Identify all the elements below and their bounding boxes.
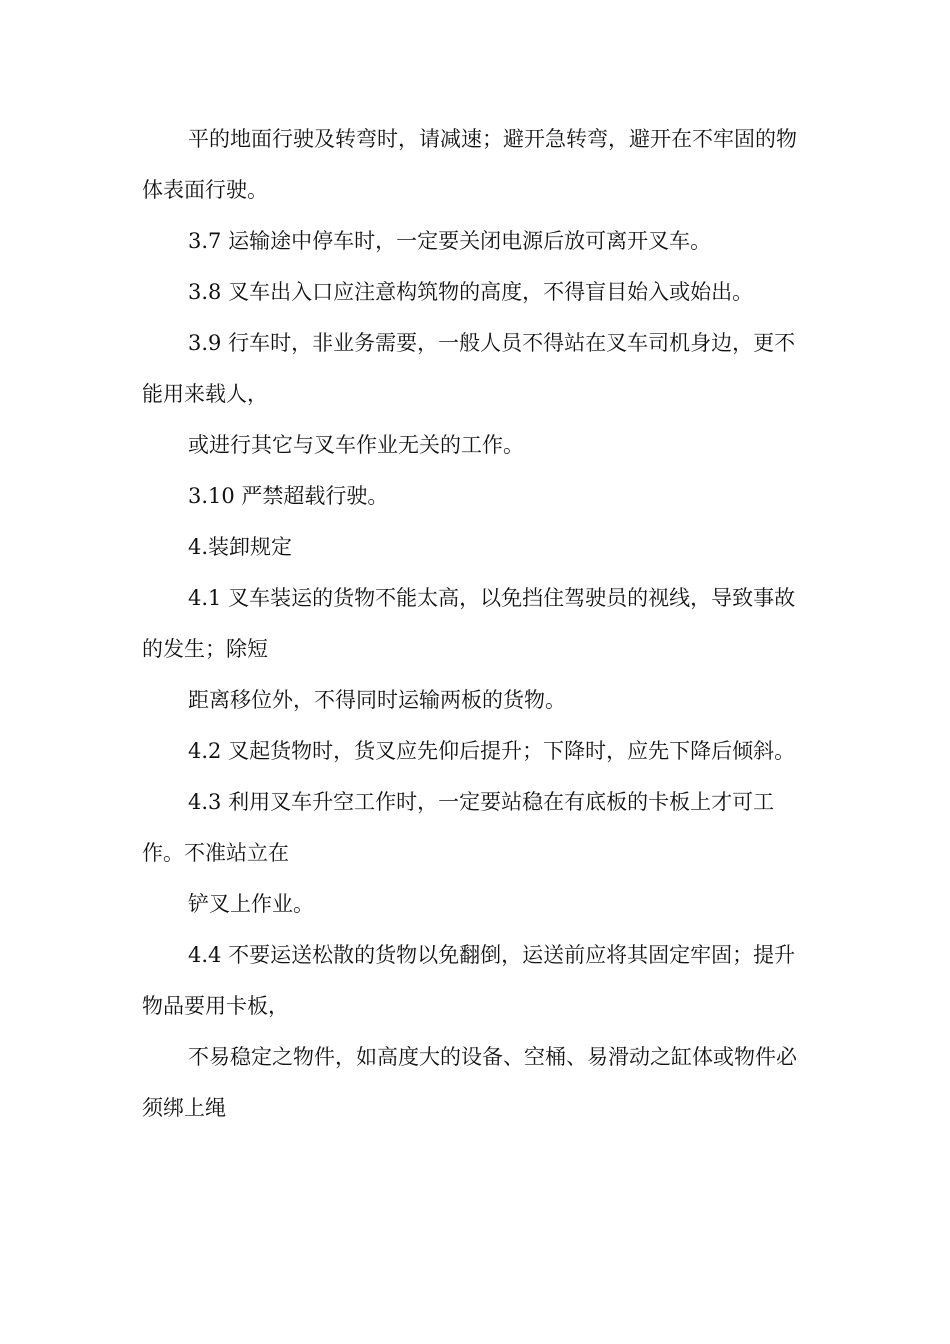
paragraph-1: 平的地面行驶及转弯时，请减速；避开急转弯，避开在不牢固的物体表面行驶。 [142,127,797,202]
paragraph-2: 3.7 运输途中停车时，一定要关闭电源后放可离开叉车。 [188,229,712,253]
paragraph-11: 4.3 利用叉车升空工作时，一定要站稳在有底板的卡板上才可工作。不准站立在 [142,790,775,865]
paragraph-8: 4.1 叉车装运的货物不能太高，以免挡住驾驶员的视线，导致事故的发生；除短 [142,586,796,661]
section-heading: 4.装卸规定 [188,535,293,559]
paragraph-14: 不易稳定之物件，如高度大的设备、空桶、易滑动之缸体或物件必须绑上绳 [142,1045,797,1120]
paragraph-10: 4.2 叉起货物时，货叉应先仰后提升；下降时，应先下降后倾斜。 [188,739,796,763]
paragraph-13: 4.4 不要运送松散的货物以免翻倒，运送前应将其固定牢固；提升物品要用卡板， [142,943,796,1018]
paragraph-9: 距离移位外，不得同时运输两板的货物。 [188,688,566,712]
paragraph-5: 或进行其它与叉车作业无关的工作。 [188,433,524,457]
paragraph-3: 3.8 叉车出入口应注意构筑物的高度，不得盲目始入或始出。 [188,280,754,304]
paragraph-12: 铲叉上作业。 [188,892,314,916]
paragraph-4: 3.9 行车时，非业务需要，一般人员不得站在叉车司机身边，更不能用来载人， [142,331,796,406]
paragraph-6: 3.10 严禁超载行驶。 [188,484,389,508]
document-body [142,114,808,1134]
